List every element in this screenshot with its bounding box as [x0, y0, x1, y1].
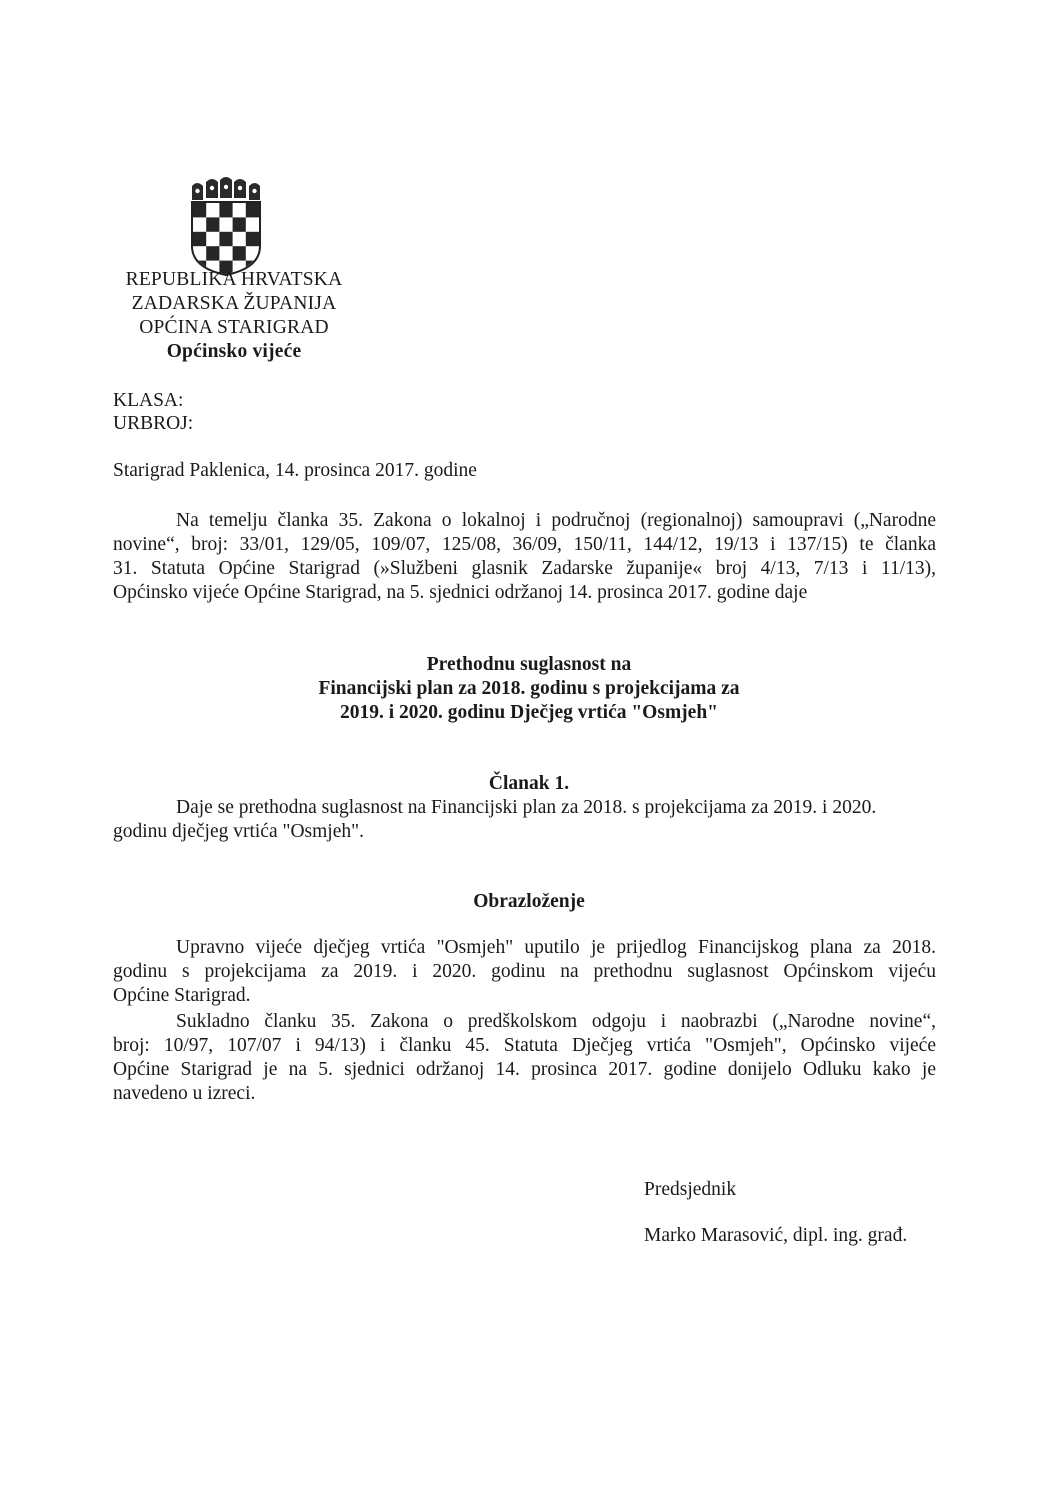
- article-line: Daje se prethodna suglasnost na Financijski plan za 2018. s projekcijama za 2019. i 2020.: [176, 797, 877, 818]
- header-country: REPUBLIKA HRVATSKA: [125, 269, 343, 290]
- article-line: godinu dječjeg vrtića "Osmjeh".: [113, 821, 364, 842]
- reasoning-heading: Obrazloženje: [473, 891, 585, 912]
- reasoning-line: navedeno u izreci.: [113, 1083, 256, 1104]
- header-county: ZADARSKA ŽUPANIJA: [131, 293, 337, 314]
- preamble-line: novine“, broj: 33/01, 129/05, 109/07, 125/08, 36/09, 150/11, 144/12, 19/13 i 137/15) te članka: [113, 534, 936, 555]
- reasoning-line: broj: 10/97, 107/07 i 94/13) i članku 45. Statuta Dječjeg vrtića "Osmjeh", Općinsko vijeće: [113, 1035, 936, 1056]
- klasa-label: KLASA:: [113, 390, 184, 411]
- preamble-line: Općinsko vijeće Općine Starigrad, na 5. sjednici održanoj 14. prosinca 2017. godine daje: [113, 582, 808, 603]
- header-municipality: OPĆINA STARIGRAD: [139, 317, 329, 338]
- croatian-coat-of-arms-icon: [189, 176, 263, 276]
- reasoning-line: Općine Starigrad.: [113, 985, 251, 1006]
- article-heading: Članak 1.: [488, 773, 570, 794]
- document-title-line: 2019. i 2020. godinu Dječjeg vrtića "Osmjeh": [339, 702, 719, 723]
- place-date: Starigrad Paklenica, 14. prosinca 2017. godine: [113, 460, 477, 481]
- reasoning-line: Općine Starigrad je na 5. sjednici održanoj 14. prosinca 2017. godine donijelo Odluku kako je: [113, 1059, 936, 1080]
- document-title-line: Financijski plan za 2018. godinu s projekcijama za: [318, 678, 740, 699]
- header-council: Općinsko vijeće: [166, 341, 302, 362]
- signature-role: Predsjednik: [644, 1179, 737, 1200]
- reasoning-line: Sukladno članku 35. Zakona o predškolskom odgoju i naobrazbi („Narodne novine“,: [176, 1011, 936, 1032]
- document-title-line: Prethodnu suglasnost na: [426, 654, 632, 675]
- signature-name: Marko Marasović, dipl. ing. građ.: [644, 1225, 908, 1246]
- urbroj-label: URBROJ:: [113, 413, 194, 434]
- preamble-line: Na temelju članka 35. Zakona o lokalnoj i područnoj (regionalnoj) samoupravi („Narodne: [176, 510, 936, 531]
- reasoning-line: godinu s projekcijama za 2019. i 2020. godinu na prethodnu suglasnost Općinskom vijeću: [113, 961, 936, 982]
- reasoning-line: Upravno vijeće dječjeg vrtića "Osmjeh" uputilo je prijedlog Financijskog plana za 2018.: [176, 937, 936, 958]
- preamble-line: 31. Statuta Općine Starigrad (»Službeni glasnik Zadarske županije« broj 4/13, 7/13 i 11/13),: [113, 558, 936, 579]
